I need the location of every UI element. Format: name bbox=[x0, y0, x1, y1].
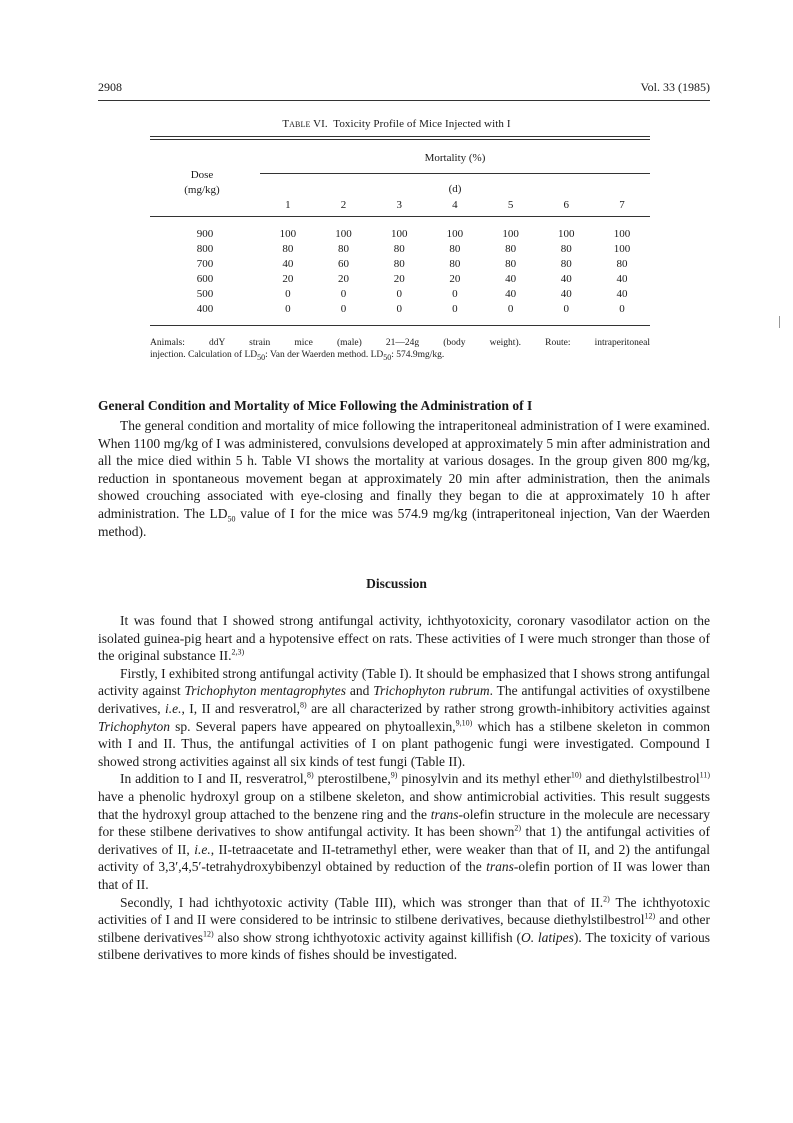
page-number: 2908 bbox=[98, 80, 122, 94]
mortality-cell: 40 bbox=[505, 288, 517, 300]
mortality-cell: 40 bbox=[560, 273, 572, 285]
mortality-cell: 80 bbox=[505, 243, 517, 255]
paragraph: Firstly, I exhibited strong antifungal activity (Table I). It should be emphasized that I shows strong antifungal activity against Trichophyton mentagrophytes and Trichophyton rubrum. The antifungal activities of oxystilbene derivatives, i.e., I, II and resveratrol,$^{8)}$ are all characterized by rather strong growth-inhibitory activities against Trichophyton sp. Several papers have appeared on phytoallexin,$^{9,10)}$ which has a stilbene skeleton in common with I and II. Thus, the antifungal activities of I on plant pathogenic fungi were investigated. Compound I showed strong activities against all six kinds of test fungi (Table II). bbox=[98, 665, 711, 769]
mortality-cell: 100 bbox=[390, 228, 408, 240]
mortality-rule bbox=[260, 173, 650, 174]
dose-label: Dose bbox=[190, 169, 214, 181]
mortality-cell: 40 bbox=[282, 258, 294, 270]
table-title: Toxicity Profile of Mice Injected with I bbox=[333, 118, 511, 130]
footnote-subscript: 50 bbox=[257, 352, 266, 362]
mortality-cell: 80 bbox=[449, 243, 461, 255]
dose-cell: 900 bbox=[196, 228, 214, 240]
day-unit-header: (d) bbox=[448, 183, 462, 195]
mortality-cell: 0 bbox=[619, 303, 625, 315]
table-header bbox=[150, 140, 650, 216]
mortality-cell: 0 bbox=[285, 303, 291, 315]
mortality-cell: 80 bbox=[393, 243, 405, 255]
mortality-cell: 100 bbox=[335, 228, 352, 240]
mortality-cell: 40 bbox=[616, 288, 628, 300]
page-header bbox=[98, 80, 710, 95]
mortality-cell: 80 bbox=[560, 258, 572, 270]
day-header: 1 bbox=[285, 199, 291, 211]
footnote-text: : 574.9mg/kg. bbox=[391, 350, 445, 360]
mortality-cell: 60 bbox=[338, 258, 350, 270]
dose-cell: 400 bbox=[196, 303, 214, 315]
table-body bbox=[150, 217, 650, 325]
discussion-body bbox=[98, 612, 710, 964]
table-row bbox=[150, 272, 650, 287]
footnote-text: injection. Calculation of LD bbox=[150, 350, 258, 360]
table-footnote bbox=[150, 337, 650, 361]
mortality-cell: 0 bbox=[340, 288, 347, 300]
mortality-cell: 0 bbox=[396, 303, 402, 315]
mortality-cell: 40 bbox=[505, 273, 517, 285]
mortality-cell: 100 bbox=[446, 228, 464, 240]
mortality-cell: 0 bbox=[452, 303, 458, 315]
mortality-cell: 100 bbox=[502, 228, 519, 240]
mortality-cell: 20 bbox=[449, 273, 461, 285]
footnote-line bbox=[150, 349, 650, 361]
section-heading: General Condition and Mortality of Mice Following the Administration of I bbox=[98, 398, 533, 413]
mortality-cell: 0 bbox=[507, 303, 514, 315]
day-header: 3 bbox=[396, 199, 402, 211]
footnote-subscript: 50 bbox=[383, 352, 392, 362]
mortality-cell: 80 bbox=[505, 258, 517, 270]
mortality-cell: 0 bbox=[452, 288, 458, 300]
mortality-cell: 0 bbox=[563, 303, 570, 315]
mortality-cell: 80 bbox=[449, 258, 461, 270]
section-body bbox=[98, 417, 710, 540]
mortality-cell: 100 bbox=[279, 228, 297, 240]
mortality-cell: 80 bbox=[282, 243, 294, 255]
table-caption bbox=[0, 118, 793, 130]
dose-column-header bbox=[162, 168, 242, 198]
day-header: 6 bbox=[563, 199, 570, 211]
table-row bbox=[150, 242, 650, 257]
mortality-cell: 20 bbox=[282, 273, 294, 285]
journal-volume: Vol. 33 (1985) bbox=[640, 80, 710, 94]
footnote-text: : Van der Waerden method. LD bbox=[265, 350, 384, 360]
header-rule bbox=[98, 100, 710, 101]
mortality-cell: 20 bbox=[338, 273, 350, 285]
mortality-cell: 100 bbox=[613, 243, 631, 255]
dose-cell: 700 bbox=[196, 258, 214, 270]
toxicity-table bbox=[150, 136, 650, 326]
mortality-cell: 80 bbox=[338, 243, 350, 255]
paragraph: It was found that I showed strong antifungal activity, ichthyotoxicity, coronary vasodilator action on the isolated guinea-pig heart and a hypotensive effect on rats. These activities of I were much stronger than those of the original substance II.$^{2,3)}$ bbox=[98, 613, 710, 664]
mortality-cell: 40 bbox=[560, 288, 572, 300]
mortality-cell: 20 bbox=[393, 273, 405, 285]
day-header: 7 bbox=[619, 199, 625, 211]
table-label: Table VI. bbox=[282, 118, 328, 130]
dose-cell: 500 bbox=[196, 288, 214, 300]
paragraph: The general condition and mortality of mice following the intraperitoneal administration of I were examined. When 1100 mg/kg of I was administered, convulsions developed at approximately 5 min after administration and all the mice died within 5 h. Table VI shows the mortality at various dosages. In the group given 800 mg/kg, reduction in spontaneous movement began at approximately 20 min after administration, then the animals showed crouching associated with eye-closing and finally they began to die at approximately 10 h after administration. The $LD_{50}$ value of I for the mice was 574.9 mg/kg (intraperitoneal injection, Van der Waerden method). bbox=[98, 418, 710, 539]
table-row bbox=[150, 302, 650, 317]
margin-mark bbox=[779, 316, 780, 328]
day-columns bbox=[260, 199, 650, 211]
day-header: 2 bbox=[340, 199, 347, 211]
mortality-header: Mortality (%) bbox=[424, 152, 486, 164]
paragraph: In addition to I and II, resveratrol,$^{8)}$ pterostilbene,$^{9)}$ pinosylvin and its methyl ether$^{10)}$ and diethylstilbestrol$^{11)}$ have a phenolic hydroxyl group on a stilbene skeleton, and show antimicrobial activities. This result suggests that the hydroxyl group attached to the benzene ring and the trans-olefin structure in the molecule are necessary for these stilbene derivatives to show antifungal activity. It has been shown$^{2)}$ that 1) the antifungal activities of derivatives of II, i.e., II-tetraacetate and II-tetramethyl ether, were weaker than that of II, and 2) the antifungal activity of 3,3′,4,5′-tetrahydroxybibenzyl obtained by reduction of the trans-olefin portion of II was lower than that of II. bbox=[98, 770, 711, 892]
footnote-line: Animals: ddY strain mice (male) 21—24g (body weight). Route: intraperitoneal bbox=[150, 338, 650, 348]
mortality-cell: 100 bbox=[613, 228, 631, 240]
dose-unit: (mg/kg) bbox=[184, 184, 220, 196]
paragraph: Secondly, I had ichthyotoxic activity (Table III), which was stronger than that of II.$^{2)}$ The ichthyotoxic activities of I and II were considered to be intrinsic to stilbene derivatives, because diethylstilbestrol$^{12)}$ and other stilbene derivatives$^{12)}$ also show strong ichthyotoxic activity against killifish (O. latipes). The toxicity of various stilbene derivatives to more kinds of fishes should be investigated. bbox=[98, 894, 710, 963]
discussion-heading: Discussion bbox=[366, 576, 427, 591]
mortality-cell: 80 bbox=[393, 258, 405, 270]
table-bottom-rule bbox=[150, 325, 650, 326]
dose-cell: 600 bbox=[196, 273, 214, 285]
mortality-cell: 0 bbox=[285, 288, 291, 300]
mortality-cell: 40 bbox=[616, 273, 628, 285]
mortality-cell: 0 bbox=[340, 303, 347, 315]
mortality-cell: 0 bbox=[396, 288, 402, 300]
table-row bbox=[150, 287, 650, 302]
mortality-cell: 100 bbox=[558, 228, 575, 240]
day-header: 5 bbox=[507, 199, 514, 211]
table-row bbox=[150, 227, 650, 242]
day-header: 4 bbox=[452, 199, 458, 211]
mortality-cell: 80 bbox=[560, 243, 572, 255]
mortality-cell: 80 bbox=[616, 258, 628, 270]
dose-cell: 800 bbox=[196, 243, 214, 255]
table-row bbox=[150, 257, 650, 272]
